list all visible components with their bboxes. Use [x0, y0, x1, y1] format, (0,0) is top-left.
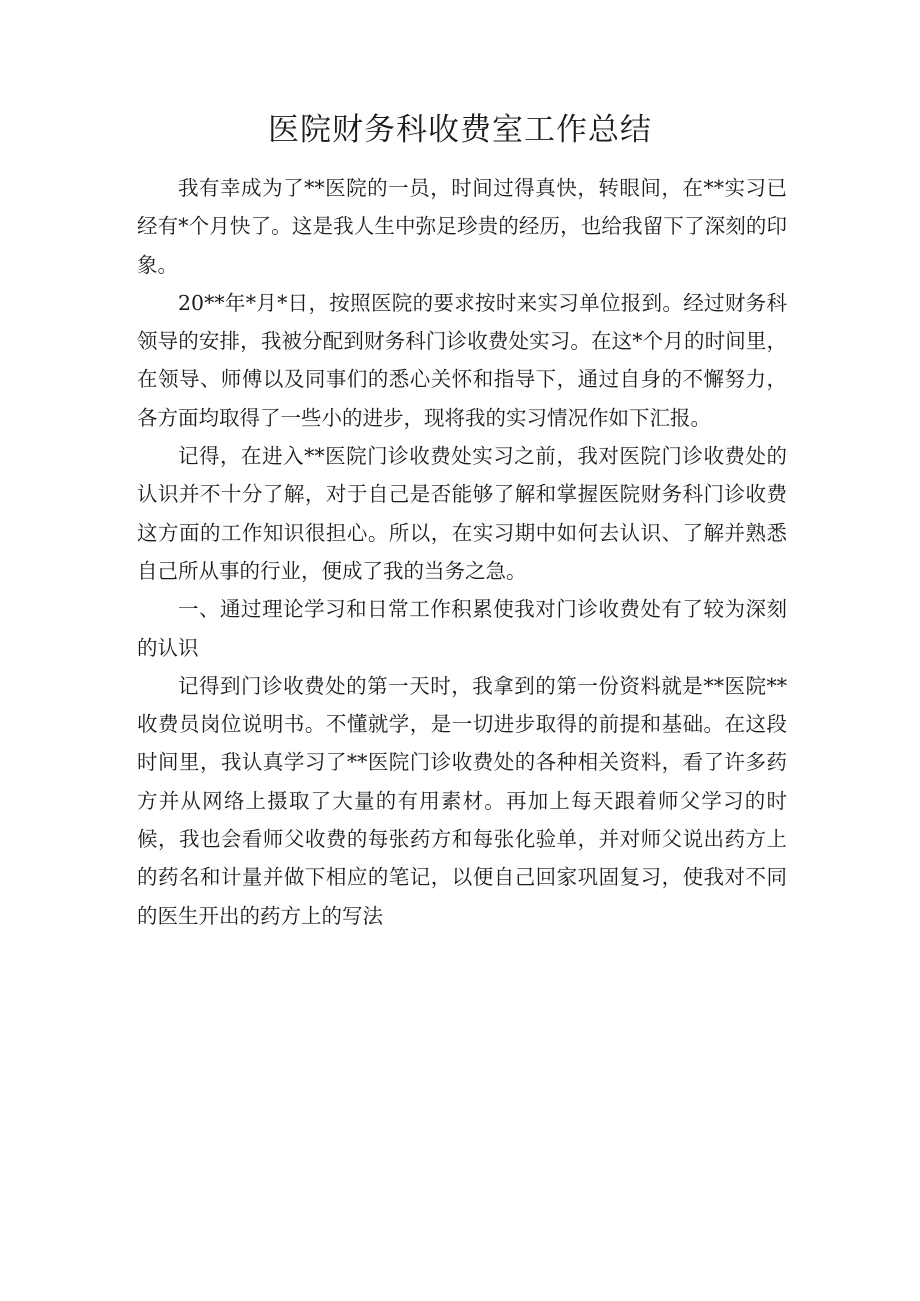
- document-body: [137, 169, 787, 935]
- section-heading-1: 一、通过理论学习和日常工作积累使我对门诊收费处有了较为深刻的认识: [137, 597, 787, 660]
- paragraph-learning: 记得到门诊收费处的第一天时，我拿到的第一份资料就是**医院**收费员岗位说明书。不懂就学，是一切进步取得的前提和基础。在这段时间里，我认真学习了**医院门诊收费处的各种相关资料，看了许多药方并从网络上摄取了大量的有用素材。再加上每天跟着师父学习的时候，我也会看师父收费的每张药方和每张化验单，并对师父说出药方上的药名和计量并做下相应的笔记，以便自己回家巩固复习，使我对不同的医生开出的药方上的写法: [137, 673, 787, 928]
- document-title: 医院财务科收费室工作总结: [268, 112, 652, 148]
- paragraph-intro: 我有幸成为了**医院的一员，时间过得真快，转眼间，在**实习已经有*个月快了。这是我人生中弥足珍贵的经历，也给我留下了深刻的印象。: [137, 176, 787, 277]
- paragraph-background: 记得，在进入**医院门诊收费处实习之前，我对医院门诊收费处的认识并不十分了解，对于自己是否能够了解和掌握医院财务科门诊收费这方面的工作知识很担心。所以，在实习期中如何去认识、了解并熟悉自己所从事的行业，便成了我的当务之急。: [137, 444, 787, 583]
- paragraph-report: 20**年*月*日，按照医院的要求按时来实习单位报到。经过财务科领导的安排，我被分配到财务科门诊收费处实习。在这*个月的时间里，在领导、师傅以及同事们的悉心关怀和指导下，通过自身的不懈努力，各方面均取得了一些小的进步，现将我的实习情况作如下汇报。: [137, 290, 787, 430]
